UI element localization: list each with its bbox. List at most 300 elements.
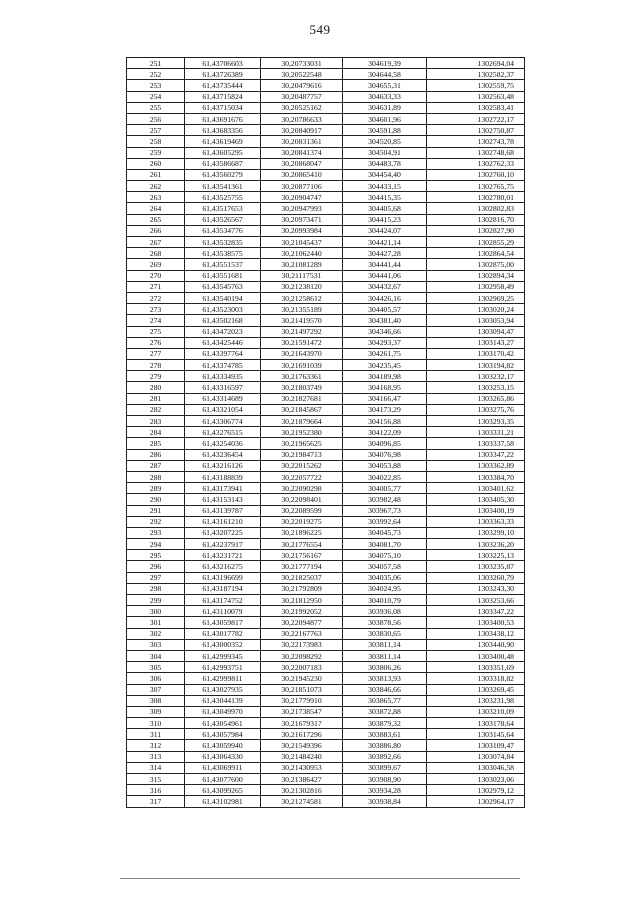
longitude-cell: 30,21952380 [261,427,343,438]
longitude-cell: 30,21591472 [261,337,343,348]
y-coordinate-cell: 1302827,90 [427,225,525,236]
x-coordinate-cell: 304035,06 [343,572,427,583]
table-row [127,617,525,628]
page-number: 549 [309,22,331,37]
point-number-cell: 315 [127,774,185,785]
latitude-cell: 61,43102981 [185,796,261,807]
point-number-cell: 290 [127,494,185,505]
y-coordinate-cell: 1302958,49 [427,281,525,292]
y-coordinate-cell: 1302864,54 [427,248,525,259]
y-coordinate-cell: 1303347,22 [427,449,525,460]
x-coordinate-cell: 303830,65 [343,628,427,639]
y-coordinate-cell: 1303363,33 [427,516,525,527]
y-coordinate-cell: 1302969,25 [427,292,525,303]
y-coordinate-cell: 1303337,58 [427,438,525,449]
y-coordinate-cell: 1303236,20 [427,539,525,550]
latitude-cell: 61,43187194 [185,583,261,594]
point-number-cell: 269 [127,259,185,270]
table-row [127,595,525,606]
point-number-cell: 253 [127,80,185,91]
point-number-cell: 252 [127,69,185,80]
longitude-cell: 30,21081289 [261,259,343,270]
point-number-cell: 258 [127,136,185,147]
table-row [127,606,525,617]
latitude-cell: 61,43715824 [185,91,261,102]
latitude-cell: 61,43254036 [185,438,261,449]
table-row [127,80,525,91]
latitude-cell: 61,43534776 [185,225,261,236]
longitude-cell: 30,20877106 [261,181,343,192]
longitude-cell: 30,20973471 [261,214,343,225]
table-row [127,662,525,673]
latitude-cell: 61,43706603 [185,58,261,69]
x-coordinate-cell: 304045,73 [343,527,427,538]
point-number-cell: 282 [127,404,185,415]
x-coordinate-cell: 304381,40 [343,315,427,326]
longitude-cell: 30,21776554 [261,539,343,550]
point-number-cell: 300 [127,606,185,617]
latitude-cell: 61,43316597 [185,382,261,393]
x-coordinate-cell: 303883,61 [343,729,427,740]
x-coordinate-cell: 304504,91 [343,147,427,158]
latitude-cell: 61,43523003 [185,304,261,315]
longitude-cell: 30,20868047 [261,158,343,169]
longitude-cell: 30,21812950 [261,595,343,606]
latitude-cell: 61,43532835 [185,237,261,248]
table-row [127,58,525,69]
point-number-cell: 272 [127,292,185,303]
longitude-cell: 30,20831361 [261,136,343,147]
x-coordinate-cell: 304405,68 [343,203,427,214]
longitude-cell: 30,21827681 [261,393,343,404]
latitude-cell: 61,43059817 [185,617,261,628]
point-number-cell: 259 [127,147,185,158]
latitude-cell: 61,43538575 [185,248,261,259]
x-coordinate-cell: 304415,35 [343,192,427,203]
y-coordinate-cell: 1303253,66 [427,595,525,606]
table-row [127,740,525,751]
point-number-cell: 264 [127,203,185,214]
latitude-cell: 61,43044139 [185,695,261,706]
table-row [127,304,525,315]
y-coordinate-cell: 1303293,35 [427,416,525,427]
x-coordinate-cell: 303908,90 [343,774,427,785]
longitude-cell: 30,21302816 [261,785,343,796]
table-row [127,516,525,527]
point-number-cell: 305 [127,662,185,673]
x-coordinate-cell: 304631,89 [343,102,427,113]
point-number-cell: 270 [127,270,185,281]
table-row [127,427,525,438]
longitude-cell: 30,21763361 [261,371,343,382]
table-row [127,315,525,326]
longitude-cell: 30,21792809 [261,583,343,594]
table-row [127,371,525,382]
x-coordinate-cell: 304024,95 [343,583,427,594]
point-number-cell: 263 [127,192,185,203]
table-row [127,673,525,684]
latitude-cell: 61,42999811 [185,673,261,684]
longitude-cell: 30,20733031 [261,58,343,69]
x-coordinate-cell: 304619,39 [343,58,427,69]
longitude-cell: 30,21945230 [261,673,343,684]
latitude-cell: 61,43139787 [185,505,261,516]
latitude-cell: 61,43586687 [185,158,261,169]
table-row [127,270,525,281]
table-row [127,113,525,124]
longitude-cell: 30,20487757 [261,91,343,102]
point-number-cell: 295 [127,550,185,561]
longitude-cell: 30,21497292 [261,326,343,337]
table-row [127,483,525,494]
y-coordinate-cell: 1302780,01 [427,192,525,203]
longitude-cell: 30,21779910 [261,695,343,706]
longitude-cell: 30,21617296 [261,729,343,740]
table-row [127,292,525,303]
y-coordinate-cell: 1302894,34 [427,270,525,281]
table-row [127,91,525,102]
longitude-cell: 30,22167763 [261,628,343,639]
point-number-cell: 308 [127,695,185,706]
point-number-cell: 281 [127,393,185,404]
x-coordinate-cell: 304022,85 [343,471,427,482]
point-number-cell: 271 [127,281,185,292]
longitude-cell: 30,21258612 [261,292,343,303]
longitude-cell: 30,22057722 [261,471,343,482]
table-row [127,583,525,594]
longitude-cell: 30,21355189 [261,304,343,315]
longitude-cell: 30,21984713 [261,449,343,460]
x-coordinate-cell: 304168,95 [343,382,427,393]
latitude-cell: 61,43077600 [185,774,261,785]
point-number-cell: 317 [127,796,185,807]
latitude-cell: 61,43502168 [185,315,261,326]
latitude-cell: 61,43057984 [185,729,261,740]
y-coordinate-cell: 1303299,10 [427,527,525,538]
latitude-cell: 61,43541361 [185,181,261,192]
latitude-cell: 61,43314689 [185,393,261,404]
y-coordinate-cell: 1303020,24 [427,304,525,315]
y-coordinate-cell: 1303347,22 [427,606,525,617]
latitude-cell: 61,43691676 [185,113,261,124]
x-coordinate-cell: 304189,98 [343,371,427,382]
longitude-cell: 30,21896225 [261,527,343,538]
y-coordinate-cell: 1303438,12 [427,628,525,639]
point-number-cell: 299 [127,595,185,606]
point-number-cell: 266 [127,225,185,236]
table-row [127,337,525,348]
point-number-cell: 306 [127,673,185,684]
table-row [127,561,525,572]
longitude-cell: 30,21879664 [261,416,343,427]
x-coordinate-cell: 304591,88 [343,125,427,136]
x-coordinate-cell: 303865,77 [343,695,427,706]
x-coordinate-cell: 304433,15 [343,181,427,192]
table-row [127,471,525,482]
x-coordinate-cell: 303846,66 [343,684,427,695]
table-row [127,494,525,505]
longitude-cell: 30,22173983 [261,639,343,650]
longitude-cell: 30,21274581 [261,796,343,807]
y-coordinate-cell: 1303331,21 [427,427,525,438]
point-number-cell: 313 [127,751,185,762]
longitude-cell: 30,21484240 [261,751,343,762]
y-coordinate-cell: 1303232,17 [427,371,525,382]
latitude-cell: 61,43551681 [185,270,261,281]
table-row [127,259,525,270]
point-number-cell: 261 [127,169,185,180]
x-coordinate-cell: 304235,45 [343,360,427,371]
point-number-cell: 289 [127,483,185,494]
latitude-cell: 61,43188839 [185,471,261,482]
point-number-cell: 302 [127,628,185,639]
latitude-cell: 61,43472023 [185,326,261,337]
latitude-cell: 61,43545763 [185,281,261,292]
y-coordinate-cell: 1303265,86 [427,393,525,404]
longitude-cell: 30,21825037 [261,572,343,583]
y-coordinate-cell: 1303401,62 [427,483,525,494]
y-coordinate-cell: 1303384,70 [427,471,525,482]
longitude-cell: 30,21430953 [261,762,343,773]
table-row [127,326,525,337]
x-coordinate-cell: 304076,98 [343,449,427,460]
x-coordinate-cell: 303934,28 [343,785,427,796]
coordinates-table [126,57,525,808]
table-row [127,102,525,113]
table-row [127,281,525,292]
point-number-cell: 251 [127,58,185,69]
point-number-cell: 297 [127,572,185,583]
latitude-cell: 61,43683356 [185,125,261,136]
table-row [127,695,525,706]
y-coordinate-cell: 1303194,82 [427,360,525,371]
longitude-cell: 30,21679317 [261,718,343,729]
y-coordinate-cell: 1303351,69 [427,662,525,673]
point-number-cell: 285 [127,438,185,449]
longitude-cell: 30,20904747 [261,192,343,203]
latitude-cell: 61,42993751 [185,662,261,673]
y-coordinate-cell: 1303109,47 [427,740,525,751]
x-coordinate-cell: 303936,08 [343,606,427,617]
x-coordinate-cell: 304520,85 [343,136,427,147]
x-coordinate-cell: 304261,75 [343,348,427,359]
point-number-cell: 260 [127,158,185,169]
latitude-cell: 61,43551537 [185,259,261,270]
longitude-cell: 30,21643970 [261,348,343,359]
x-coordinate-cell: 303886,80 [343,740,427,751]
longitude-cell: 30,20993984 [261,225,343,236]
latitude-cell: 61,43049970 [185,706,261,717]
longitude-cell: 30,22089599 [261,505,343,516]
latitude-cell: 61,43196699 [185,572,261,583]
y-coordinate-cell: 1303400,48 [427,650,525,661]
y-coordinate-cell: 1302875,00 [427,259,525,270]
point-number-cell: 309 [127,706,185,717]
y-coordinate-cell: 1302816,70 [427,214,525,225]
longitude-cell: 30,21845867 [261,404,343,415]
point-number-cell: 273 [127,304,185,315]
x-coordinate-cell: 303967,73 [343,505,427,516]
table-row [127,147,525,158]
y-coordinate-cell: 1303046,58 [427,762,525,773]
x-coordinate-cell: 304421,14 [343,237,427,248]
table-row [127,158,525,169]
table-row [127,393,525,404]
latitude-cell: 61,43099265 [185,785,261,796]
x-coordinate-cell: 303879,32 [343,718,427,729]
y-coordinate-cell: 1302722,17 [427,113,525,124]
table-row [127,539,525,550]
y-coordinate-cell: 1303400,19 [427,505,525,516]
longitude-cell: 30,22090298 [261,483,343,494]
point-number-cell: 312 [127,740,185,751]
x-coordinate-cell: 304096,85 [343,438,427,449]
longitude-cell: 30,20522548 [261,69,343,80]
x-coordinate-cell: 303899,67 [343,762,427,773]
x-coordinate-cell: 303982,48 [343,494,427,505]
x-coordinate-cell: 304057,58 [343,561,427,572]
y-coordinate-cell: 1303170,42 [427,348,525,359]
x-coordinate-cell: 304346,66 [343,326,427,337]
y-coordinate-cell: 1303269,45 [427,684,525,695]
table-row [127,225,525,236]
y-coordinate-cell: 1303143,27 [427,337,525,348]
longitude-cell: 30,21992052 [261,606,343,617]
table-row [127,169,525,180]
table-row [127,449,525,460]
point-number-cell: 277 [127,348,185,359]
latitude-cell: 61,43276515 [185,427,261,438]
point-number-cell: 291 [127,505,185,516]
point-number-cell: 283 [127,416,185,427]
point-number-cell: 276 [127,337,185,348]
longitude-cell: 30,21549396 [261,740,343,751]
latitude-cell: 61,43237917 [185,539,261,550]
y-coordinate-cell: 1302559,75 [427,80,525,91]
y-coordinate-cell: 1302694,04 [427,58,525,69]
latitude-cell: 61,43110079 [185,606,261,617]
table-row [127,203,525,214]
point-number-cell: 298 [127,583,185,594]
longitude-cell: 30,21045437 [261,237,343,248]
y-coordinate-cell: 1303318,82 [427,673,525,684]
point-number-cell: 287 [127,460,185,471]
point-number-cell: 304 [127,650,185,661]
latitude-cell: 61,43735444 [185,80,261,91]
longitude-cell: 30,20841374 [261,147,343,158]
y-coordinate-cell: 1303074,84 [427,751,525,762]
point-number-cell: 292 [127,516,185,527]
table-row [127,248,525,259]
x-coordinate-cell: 304454,40 [343,169,427,180]
y-coordinate-cell: 1302582,37 [427,69,525,80]
longitude-cell: 30,20786633 [261,113,343,124]
table-row [127,505,525,516]
x-coordinate-cell: 304005,77 [343,483,427,494]
x-coordinate-cell: 304441,06 [343,270,427,281]
x-coordinate-cell: 304432,67 [343,281,427,292]
y-coordinate-cell: 1302748,68 [427,147,525,158]
point-number-cell: 311 [127,729,185,740]
y-coordinate-cell: 1303210,09 [427,706,525,717]
latitude-cell: 61,43715034 [185,102,261,113]
longitude-cell: 30,21777194 [261,561,343,572]
longitude-cell: 30,21738547 [261,706,343,717]
x-coordinate-cell: 304081,70 [343,539,427,550]
y-coordinate-cell: 1303440,90 [427,639,525,650]
y-coordinate-cell: 1302802,83 [427,203,525,214]
table-row [127,628,525,639]
y-coordinate-cell: 1302743,78 [427,136,525,147]
table-row [127,527,525,538]
table-row [127,136,525,147]
longitude-cell: 30,21691039 [261,360,343,371]
table-row [127,550,525,561]
latitude-cell: 61,43525755 [185,192,261,203]
x-coordinate-cell: 304156,88 [343,416,427,427]
longitude-cell: 30,21756167 [261,550,343,561]
table-row [127,785,525,796]
y-coordinate-cell: 1302765,75 [427,181,525,192]
x-coordinate-cell: 303878,56 [343,617,427,628]
y-coordinate-cell: 1303178,64 [427,718,525,729]
y-coordinate-cell: 1302760,10 [427,169,525,180]
point-number-cell: 314 [127,762,185,773]
latitude-cell: 61,43526567 [185,214,261,225]
point-number-cell: 303 [127,639,185,650]
x-coordinate-cell: 304166,47 [343,393,427,404]
latitude-cell: 61,43321054 [185,404,261,415]
x-coordinate-cell: 304075,10 [343,550,427,561]
latitude-cell: 61,43560279 [185,169,261,180]
latitude-cell: 61,43236454 [185,449,261,460]
point-number-cell: 279 [127,371,185,382]
table-row [127,460,525,471]
point-number-cell: 301 [127,617,185,628]
latitude-cell: 61,43069911 [185,762,261,773]
longitude-cell: 30,20840917 [261,125,343,136]
x-coordinate-cell: 304601,96 [343,113,427,124]
latitude-cell: 61,43059940 [185,740,261,751]
x-coordinate-cell: 304655,31 [343,80,427,91]
y-coordinate-cell: 1303243,30 [427,583,525,594]
point-number-cell: 307 [127,684,185,695]
latitude-cell: 61,43425446 [185,337,261,348]
x-coordinate-cell: 304173,29 [343,404,427,415]
point-number-cell: 284 [127,427,185,438]
x-coordinate-cell: 304441,44 [343,259,427,270]
x-coordinate-cell: 304633,33 [343,91,427,102]
longitude-cell: 30,20865410 [261,169,343,180]
longitude-cell: 30,21117531 [261,270,343,281]
latitude-cell: 61,42999345 [185,650,261,661]
y-coordinate-cell: 1303225,13 [427,550,525,561]
table-row [127,181,525,192]
latitude-cell: 61,43064330 [185,751,261,762]
table-row [127,192,525,203]
point-number-cell: 275 [127,326,185,337]
longitude-cell: 30,22015262 [261,460,343,471]
x-coordinate-cell: 303872,88 [343,706,427,717]
latitude-cell: 61,43174752 [185,595,261,606]
table-row [127,650,525,661]
table-row [127,762,525,773]
latitude-cell: 61,43153143 [185,494,261,505]
latitude-cell: 61,43306774 [185,416,261,427]
latitude-cell: 61,43605295 [185,147,261,158]
table-row [127,237,525,248]
x-coordinate-cell: 303806,26 [343,662,427,673]
